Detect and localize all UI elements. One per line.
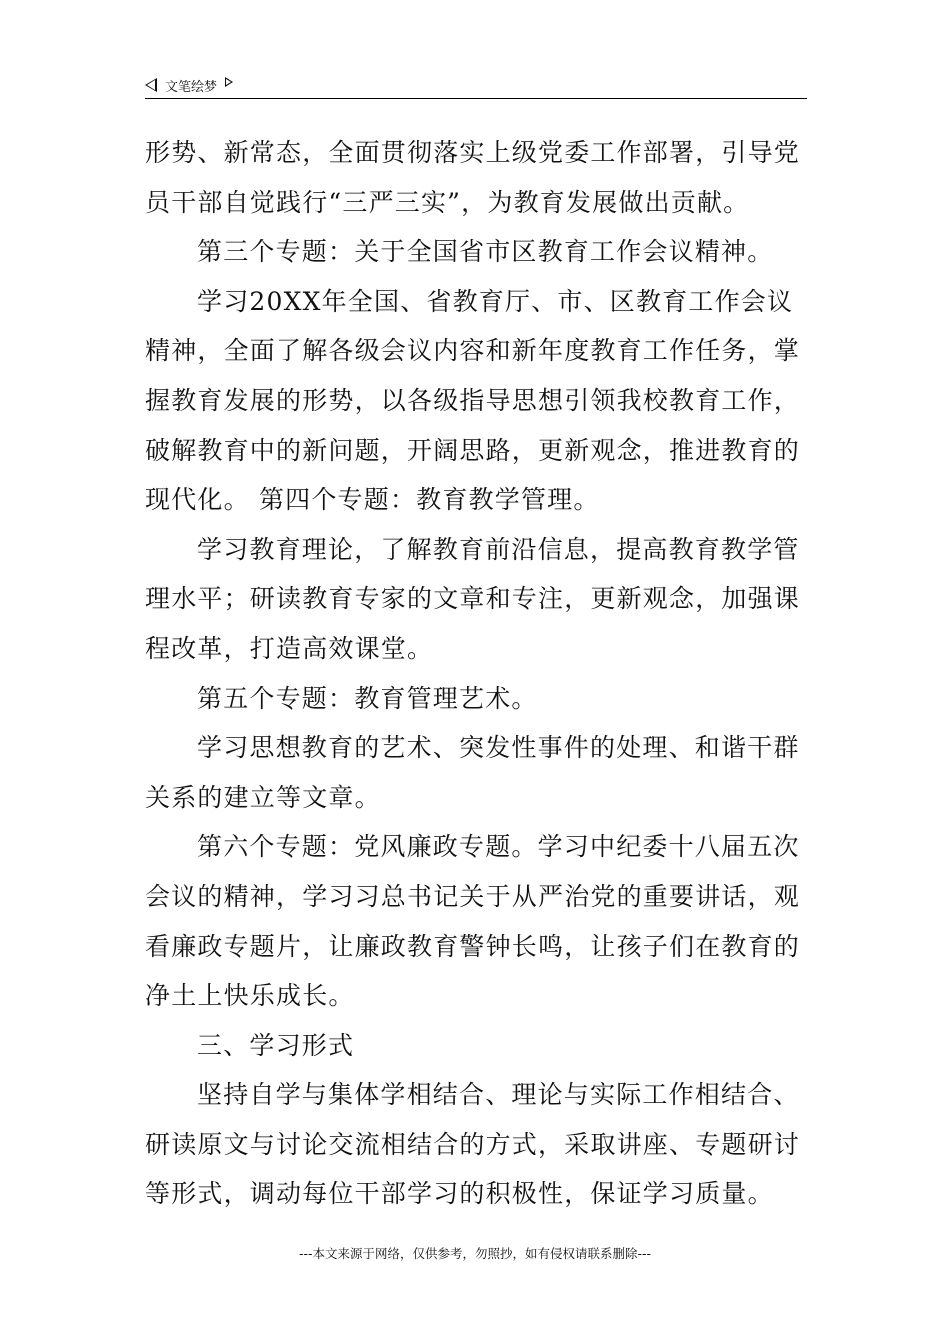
paragraph-1: 形势、新常态，全面贯彻落实上级党委工作部署，引导党员干部自觉践行“三严三实”，为教育发展做出贡献。 bbox=[145, 138, 801, 217]
paragraph-6: 学习思想教育的艺术、突发性事件的处理、和谐干群关系的建立等文章。 bbox=[145, 733, 800, 812]
footer-notice: ---本文来源于网络，仅供参考，勿照抄，如有侵权请联系删除--- bbox=[298, 1246, 652, 1261]
paragraph-5: 第五个专题：教育管理艺术。 bbox=[197, 683, 538, 713]
right-triangle-icon bbox=[225, 77, 233, 87]
document-body bbox=[145, 128, 807, 1219]
header-title: 文笔绘梦 bbox=[165, 79, 218, 95]
paragraph-4: 学习教育理论，了解教育前沿信息，提高教育教学管理水平；研读教育专家的文章和专注，更新观念，加强课程改革，打造高效课堂。 bbox=[145, 534, 801, 663]
left-triangle-icon bbox=[145, 78, 157, 92]
paragraph-3: 学习20XX年全国、省教育厅、市、区教育工作会议精神，全面了解各级会议内容和新年度教育工作任务，掌握教育发展的形势，以各级指导思想引领我校教育工作，破解教育中的新问题，开阔思路，更新观念，推进教育的现代化。 第四个专题：教育教学管理。 bbox=[145, 286, 801, 515]
paragraph-9: 坚持自学与集体学相结合、理论与实际工作相结合、研读原文与讨论交流相结合的方式，采取讲座、专题研讨等形式，调动每位干部学习的积极性，保证学习质量。 bbox=[145, 1080, 801, 1209]
section-heading: 三、学习形式 bbox=[197, 1030, 355, 1060]
paragraph-2: 第三个专题：关于全国省市区教育工作会议精神。 bbox=[197, 237, 774, 267]
page-header bbox=[145, 72, 807, 99]
paragraph-7: 第六个专题：党风廉政专题。学习中纪委十八届五次会议的精神，学习习总书记关于从严治党的重要讲话，观看廉政专题片，让廉政教育警钟长鸣，让孩子们在教育的净土上快乐成长。 bbox=[145, 832, 801, 1011]
